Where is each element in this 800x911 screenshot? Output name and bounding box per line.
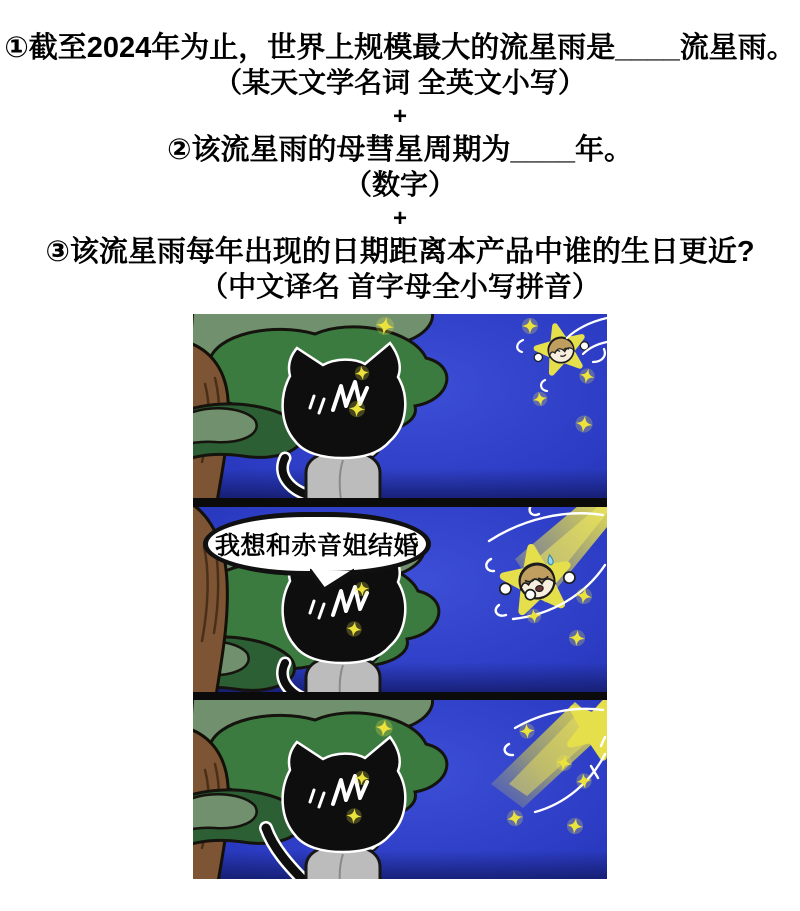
question-1-hint: （某天文学名词 全英文小写）	[214, 67, 586, 98]
cat-character	[283, 343, 406, 498]
plus-separator-2: +	[392, 205, 407, 232]
question-3: ③该流星雨每年出现的日期距离本产品中谁的生日更近?	[45, 236, 755, 268]
panel-divider-1	[193, 498, 607, 507]
question-2-hint: （数字）	[343, 169, 456, 200]
panel-divider-2	[193, 692, 607, 700]
comic-strip	[193, 314, 607, 879]
comic-panel-2	[193, 507, 607, 692]
comic-panel-3	[193, 700, 607, 879]
night-sky-scene-3	[193, 700, 607, 879]
question-2: ②该流星雨的母彗星周期为____年。	[166, 134, 634, 166]
speech-bubble	[203, 512, 431, 576]
speech-bubble-text: 我想和赤音姐结婚	[214, 532, 419, 560]
night-sky-scene-1	[193, 314, 607, 498]
plus-separator-1: +	[392, 103, 407, 130]
speech-bubble-tail	[310, 568, 354, 594]
question-3-hint: （中文译名 首字母全小写拼音）	[200, 271, 600, 302]
question-1: ①截至2024年为止，世界上规模最大的流星雨是____流星雨。	[4, 32, 796, 64]
comic-panel-1	[193, 314, 607, 498]
quiz-header	[0, 0, 800, 304]
